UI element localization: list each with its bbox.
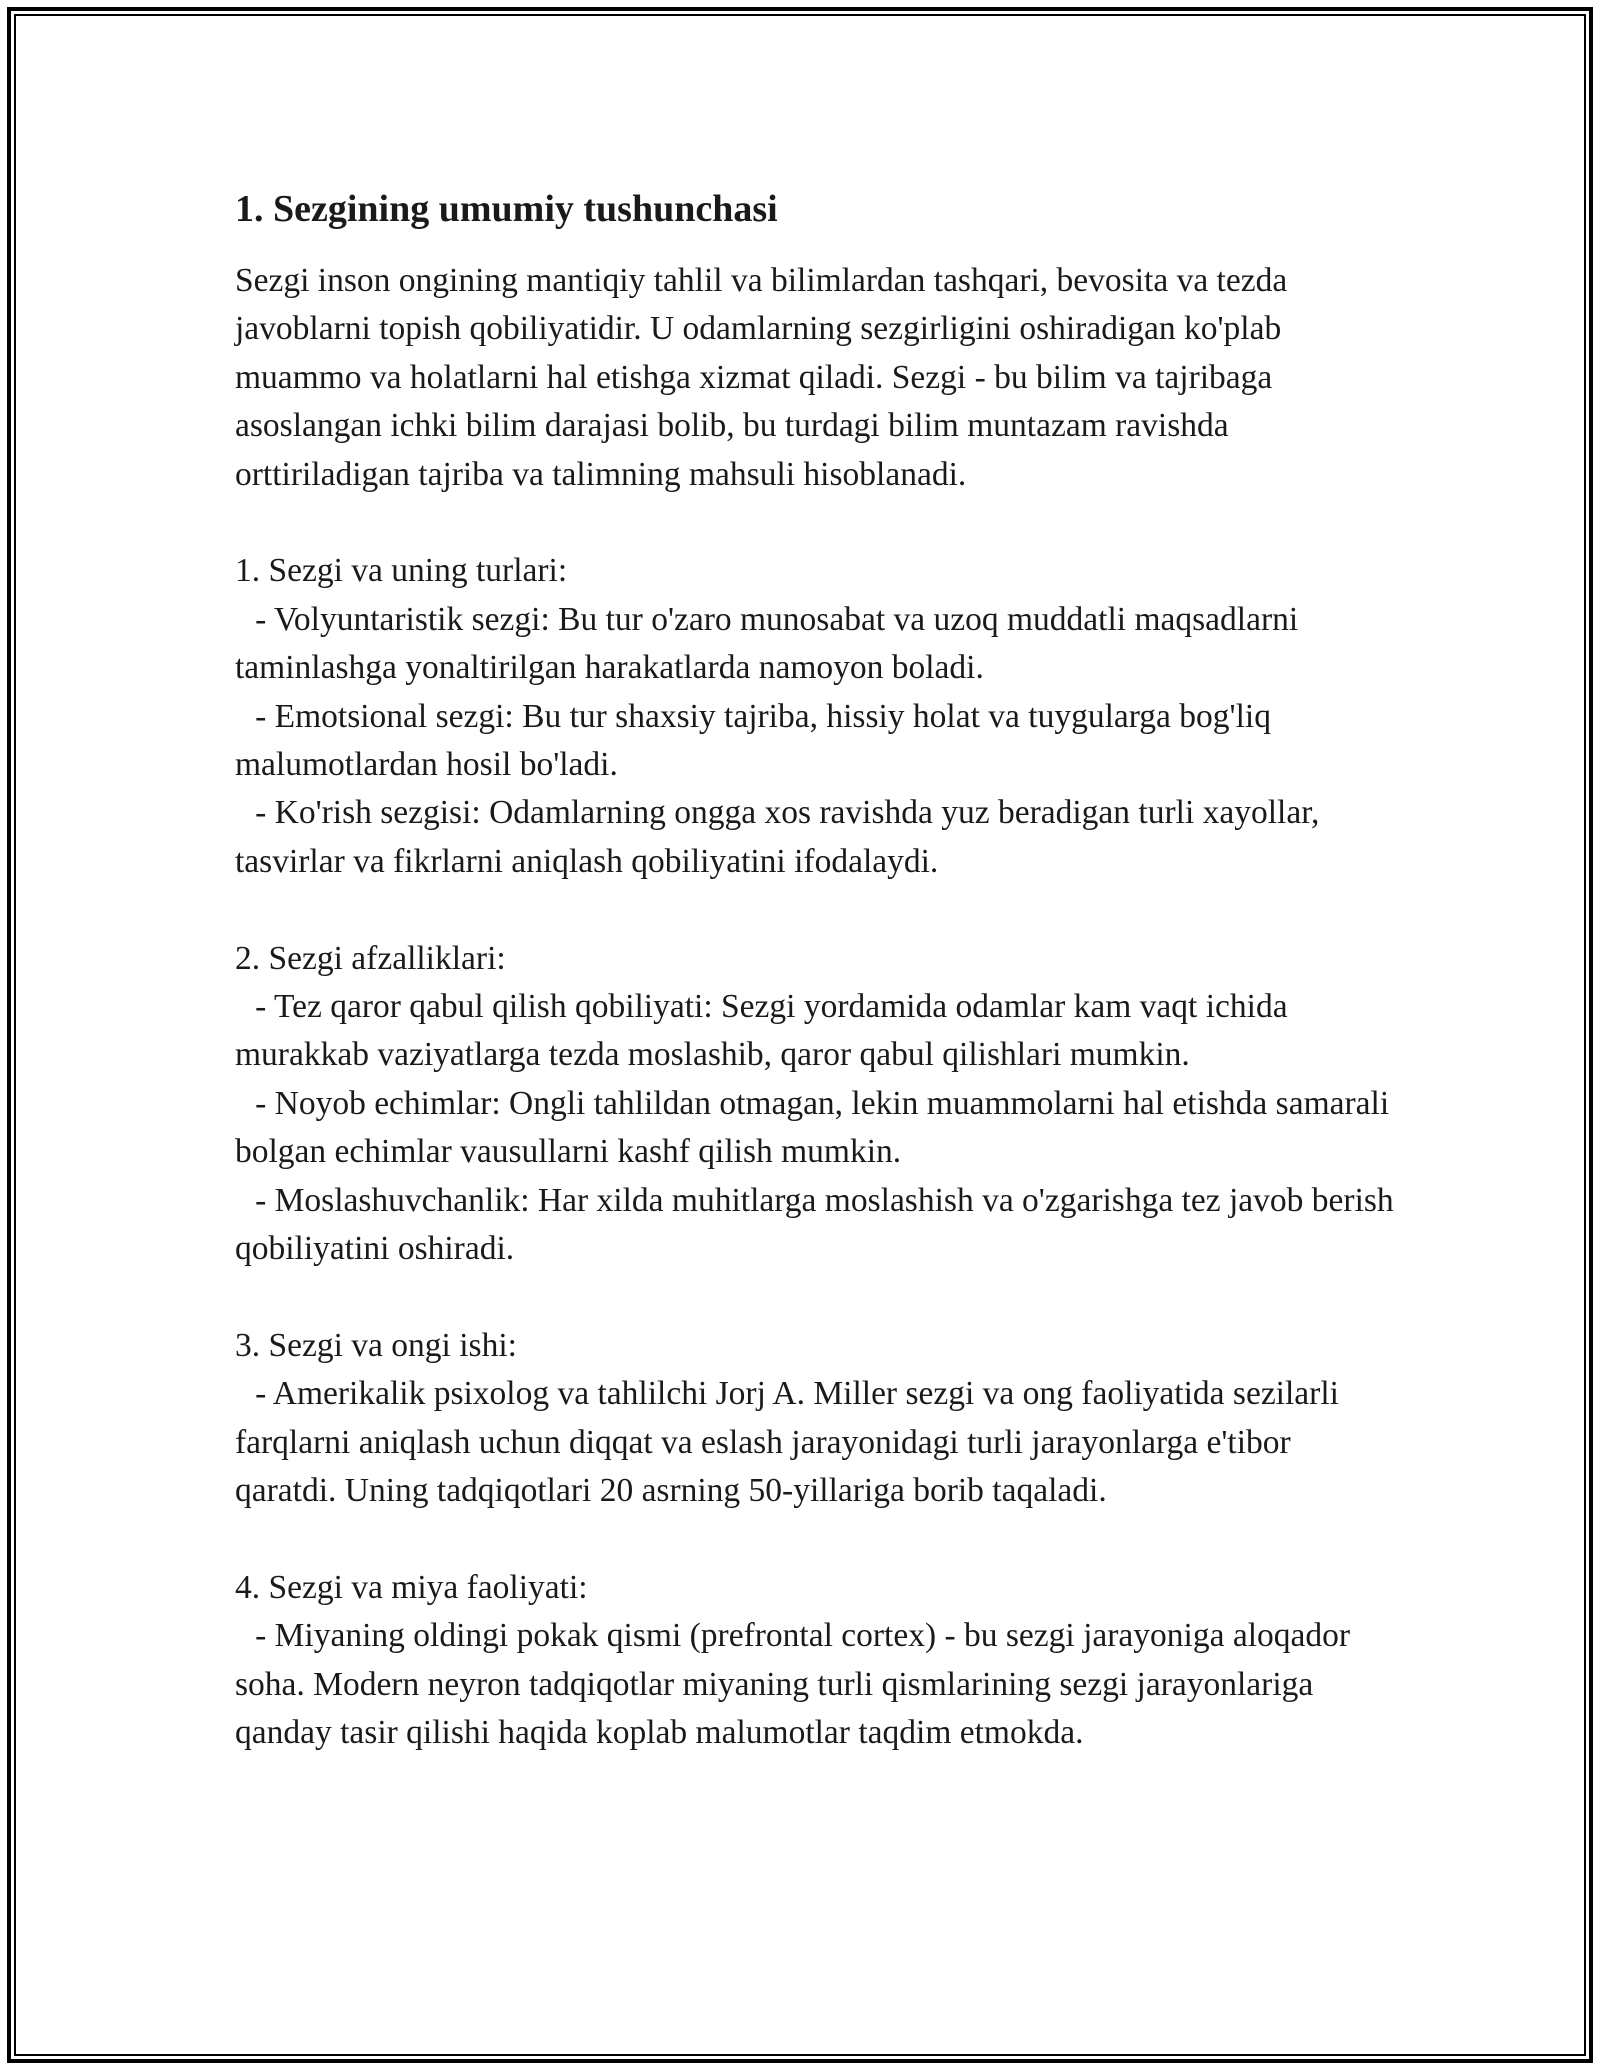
list-item-text: - Noyob echimlar: Ongli tahlildan otmagan, lekin muammolarni hal etishda samarali bolgan echimlar vausullarni kashf qilish mumkin.: [235, 1084, 1390, 1171]
list-item-text: - Tez qaror qabul qilish qobiliyati: Sezgi yordamida odamlar kam vaqt ichida murakkab vaziyatlarga tezda moslashib, qaror qabul qilishlari mumkin.: [235, 988, 1288, 1074]
section-heading: 1. Sezgi va uning turlari:: [235, 552, 568, 590]
document-body: [235, 185, 1395, 1758]
list-item: [235, 983, 1395, 1080]
list-item-text: - Ko'rish sezgisi: Odamlarning ongga xos ravishda yuz beradigan turli xayollar, tasvirlar va fikrlarni aniqlash qobiliyatini ifodalaydi.: [235, 794, 1320, 880]
list-item-text: - Amerikalik psixolog va tahlilchi Jorj A. Miller sezgi va ong faoliyatida sezilarli farqlarni aniqlash uchun diqqat va eslash jarayonidagi turli jarayonlarga e'tibor qaratdi. Uning tadqiqotlari 20 asrning 50-yillariga borib taqaladi.: [235, 1375, 1339, 1510]
section-heading: 4. Sezgi va miya faoliyati:: [235, 1568, 588, 1606]
list-item: [235, 1370, 1395, 1515]
section-types: [235, 547, 1395, 886]
document-title: 1. Sezgining umumiy tushunchasi: [235, 188, 778, 230]
section-consciousness: [235, 1322, 1395, 1516]
list-item: [235, 693, 1395, 790]
section-heading: 2. Sezgi afzalliklari:: [235, 939, 506, 977]
section-brain: [235, 1564, 1395, 1758]
intro-paragraph: Sezgi inson ongining mantiqiy tahlil va bilimlardan tashqari, bevosita va tezda javoblarni topish qobiliyatidir. U odamlarning sezgirligini oshiradigan ko'plab muammo va holatlarni hal etishga xizmat qiladi. Sezgi - bu bilim va tajribaga asoslangan ichki bilim darajasi bolib, bu turdagi bilim muntazam ravishda orttiriladigan tajriba va talimning mahsuli hisoblanadi.: [235, 262, 1288, 493]
list-item: [235, 1177, 1395, 1274]
list-item-text: - Volyuntaristik sezgi: Bu tur o'zaro munosabat va uzoq muddatli maqsadlarni taminlashga yonaltirilgan harakatlarda namoyon boladi.: [235, 600, 1299, 687]
list-item: [235, 1080, 1395, 1177]
list-item-text: - Emotsional sezgi: Bu tur shaxsiy tajriba, hissiy holat va tuygularga bog'liq malumotlardan hosil bo'ladi.: [235, 697, 1271, 784]
list-item: [235, 789, 1395, 886]
section-heading: 3. Sezgi va ongi ishi:: [235, 1326, 517, 1364]
list-item-text: - Moslashuvchanlik: Har xilda muhitlarga moslashish va o'zgarishga tez javob berish qobiliyatini oshiradi.: [235, 1181, 1394, 1268]
section-advantages: [235, 935, 1395, 1274]
list-item-text: - Miyaning oldingi pokak qismi (prefrontal cortex) - bu sezgi jarayoniga aloqador soha. Modern neyron tadqiqotlar miyaning turli qismlarining sezgi jarayonlariga qanday tasir qilishi haqida koplab malumotlar taqdim etmokda.: [235, 1617, 1351, 1752]
list-item: [235, 1612, 1395, 1757]
list-item: [235, 596, 1395, 693]
